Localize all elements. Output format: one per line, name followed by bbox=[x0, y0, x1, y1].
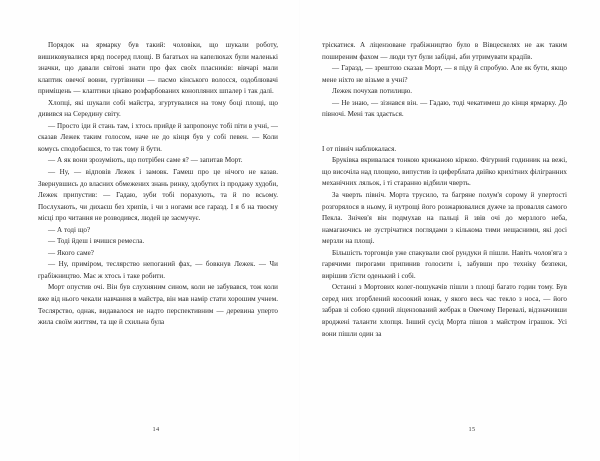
paragraph: — Просто іди й стань там, і хтось прийде й запропонує тобі піти в учні, — сказав Лежек таким голосом, наче не до кінця був у собі певен. — Коли комусь сподобаєшся, то так тому й бути. bbox=[38, 121, 278, 153]
right-page bbox=[300, 0, 600, 461]
paragraph: — А тоді що? bbox=[48, 225, 91, 234]
paragraph: — А як вони зрозуміють, що потрібен саме я? — запитав Морт. bbox=[48, 156, 243, 165]
paragraph: Порядок на ярмарку був такий: чоловіки, що шукали роботу, вишиковувалися вряд посеред площі. В багатьох на капелюхах були маленькі значки, що давали світові знати про фах своїх пласників: вівчарі мали клаптик овечої вовни, гуртівники — пасмо кінського волосся, оздоблювачі приміщень — клаптики цікаво розфарбованих конопляних шпалер і так далі. bbox=[38, 41, 278, 96]
paragraph: Морт опустив очі. Він був слухняним сином, коли не забувався, тож коли вже від нього чекали навчання в майстра, він мав намір стати хорошим учнем. Теслярство, однак, видавалося не надто перспективним — деревина уперто жила своїм життям, та ще й схильна була bbox=[38, 283, 278, 327]
page-number-right: 15 bbox=[468, 426, 476, 433]
paragraph: За чверть північ. Морта трусило, та багряне полум'я сорому й упертості розгорялося в ньому, й нутрощі його розжарювалися дужче за провалля самого Пекла. Знічев'я він подмухав на пальці й звів очі до мерзлого неба, намагаючись не зустрічатися поглядами з кількома тими нещасними, які досі мерзли на площі. bbox=[322, 191, 567, 246]
page-number-left: 14 bbox=[152, 426, 160, 433]
paragraph: Хлопці, які шукали собі майстра, згуртувалися на тому боці площі, що дивився на Середину світу. bbox=[38, 98, 278, 119]
paragraph: — Не знаю, — зізнався він. — Гадаю, тоді чекатимеш до кінця ярмарку. До півночі. Мені так здається. bbox=[322, 98, 567, 119]
paragraph: Лежек почухав потилицю. bbox=[332, 87, 413, 96]
paragraph: Останні з Мортових колег-пошукачів пішли з площі багато годин тому. Був серед них згорблений косоокий юнак, у якого весь час текло з носа, — його забрав зі собою єдиний ліцензований жебрак в Овечому Перевалі, відзначивши вроджені таланти хлопця. Інший сусід Морта пішов з майстром іграшок. Усі вони пішли один за bbox=[322, 283, 567, 338]
left-page-text-block bbox=[38, 40, 278, 329]
paragraph: — Ну, — відповів Лежек і замовк. Гамеш про це нічого не казав. Звернувшись до власних обмежених знань ринку, здобутих із продажу худоби, Лежек припустив: — Гадаю, зуби тобі порахують, та й по всьому. Послухають, чи дихаєш без хрипів, і чи з ногами все гаразд. І я б на твоєму місці про читання не розводився, людей це засмучує. bbox=[38, 168, 278, 223]
paragraph: — Гаразд, — зрештою сказав Морт, — я піду й спробую. Але як бути, якщо мене ніхто не візьме в учні? bbox=[322, 64, 567, 84]
paragraph: — Ну, приміром, теслярство непоганий фах, — бовкнув Лежек. — Чи грабіжництво. Має ж хтось і таке робити. bbox=[38, 260, 278, 280]
right-page-text-block bbox=[322, 40, 567, 340]
paragraph: — Якого саме? bbox=[48, 248, 94, 257]
paragraph: І от північ наближалася. bbox=[322, 144, 397, 153]
paragraph: Бруківка вкривалася тонкою крижаною кіркою. Фігурний годинник на вежі, що височіла над площею, випустив із циферблата двійко крихітних філігранних механічних ляльок, і ті старанно відбили чверть. bbox=[322, 156, 567, 188]
paragraph: — Тоді йдеш і вчишся ремесла. bbox=[48, 237, 145, 246]
paragraph: тріскатися. А ліцензоване грабіжництво було в Вівцескелях не аж таким поширеним фахом — люди тут були забідні, аби утримувати крадіїв. bbox=[322, 41, 567, 61]
paragraph: Більшість торговців уже спакували свої рундуки й пішли. Навіть чолов'яга з гарячими пирогами припинив голосити і, забувши про техніку безпеки, вирішив з'їсти оденький і собі. bbox=[322, 248, 567, 280]
